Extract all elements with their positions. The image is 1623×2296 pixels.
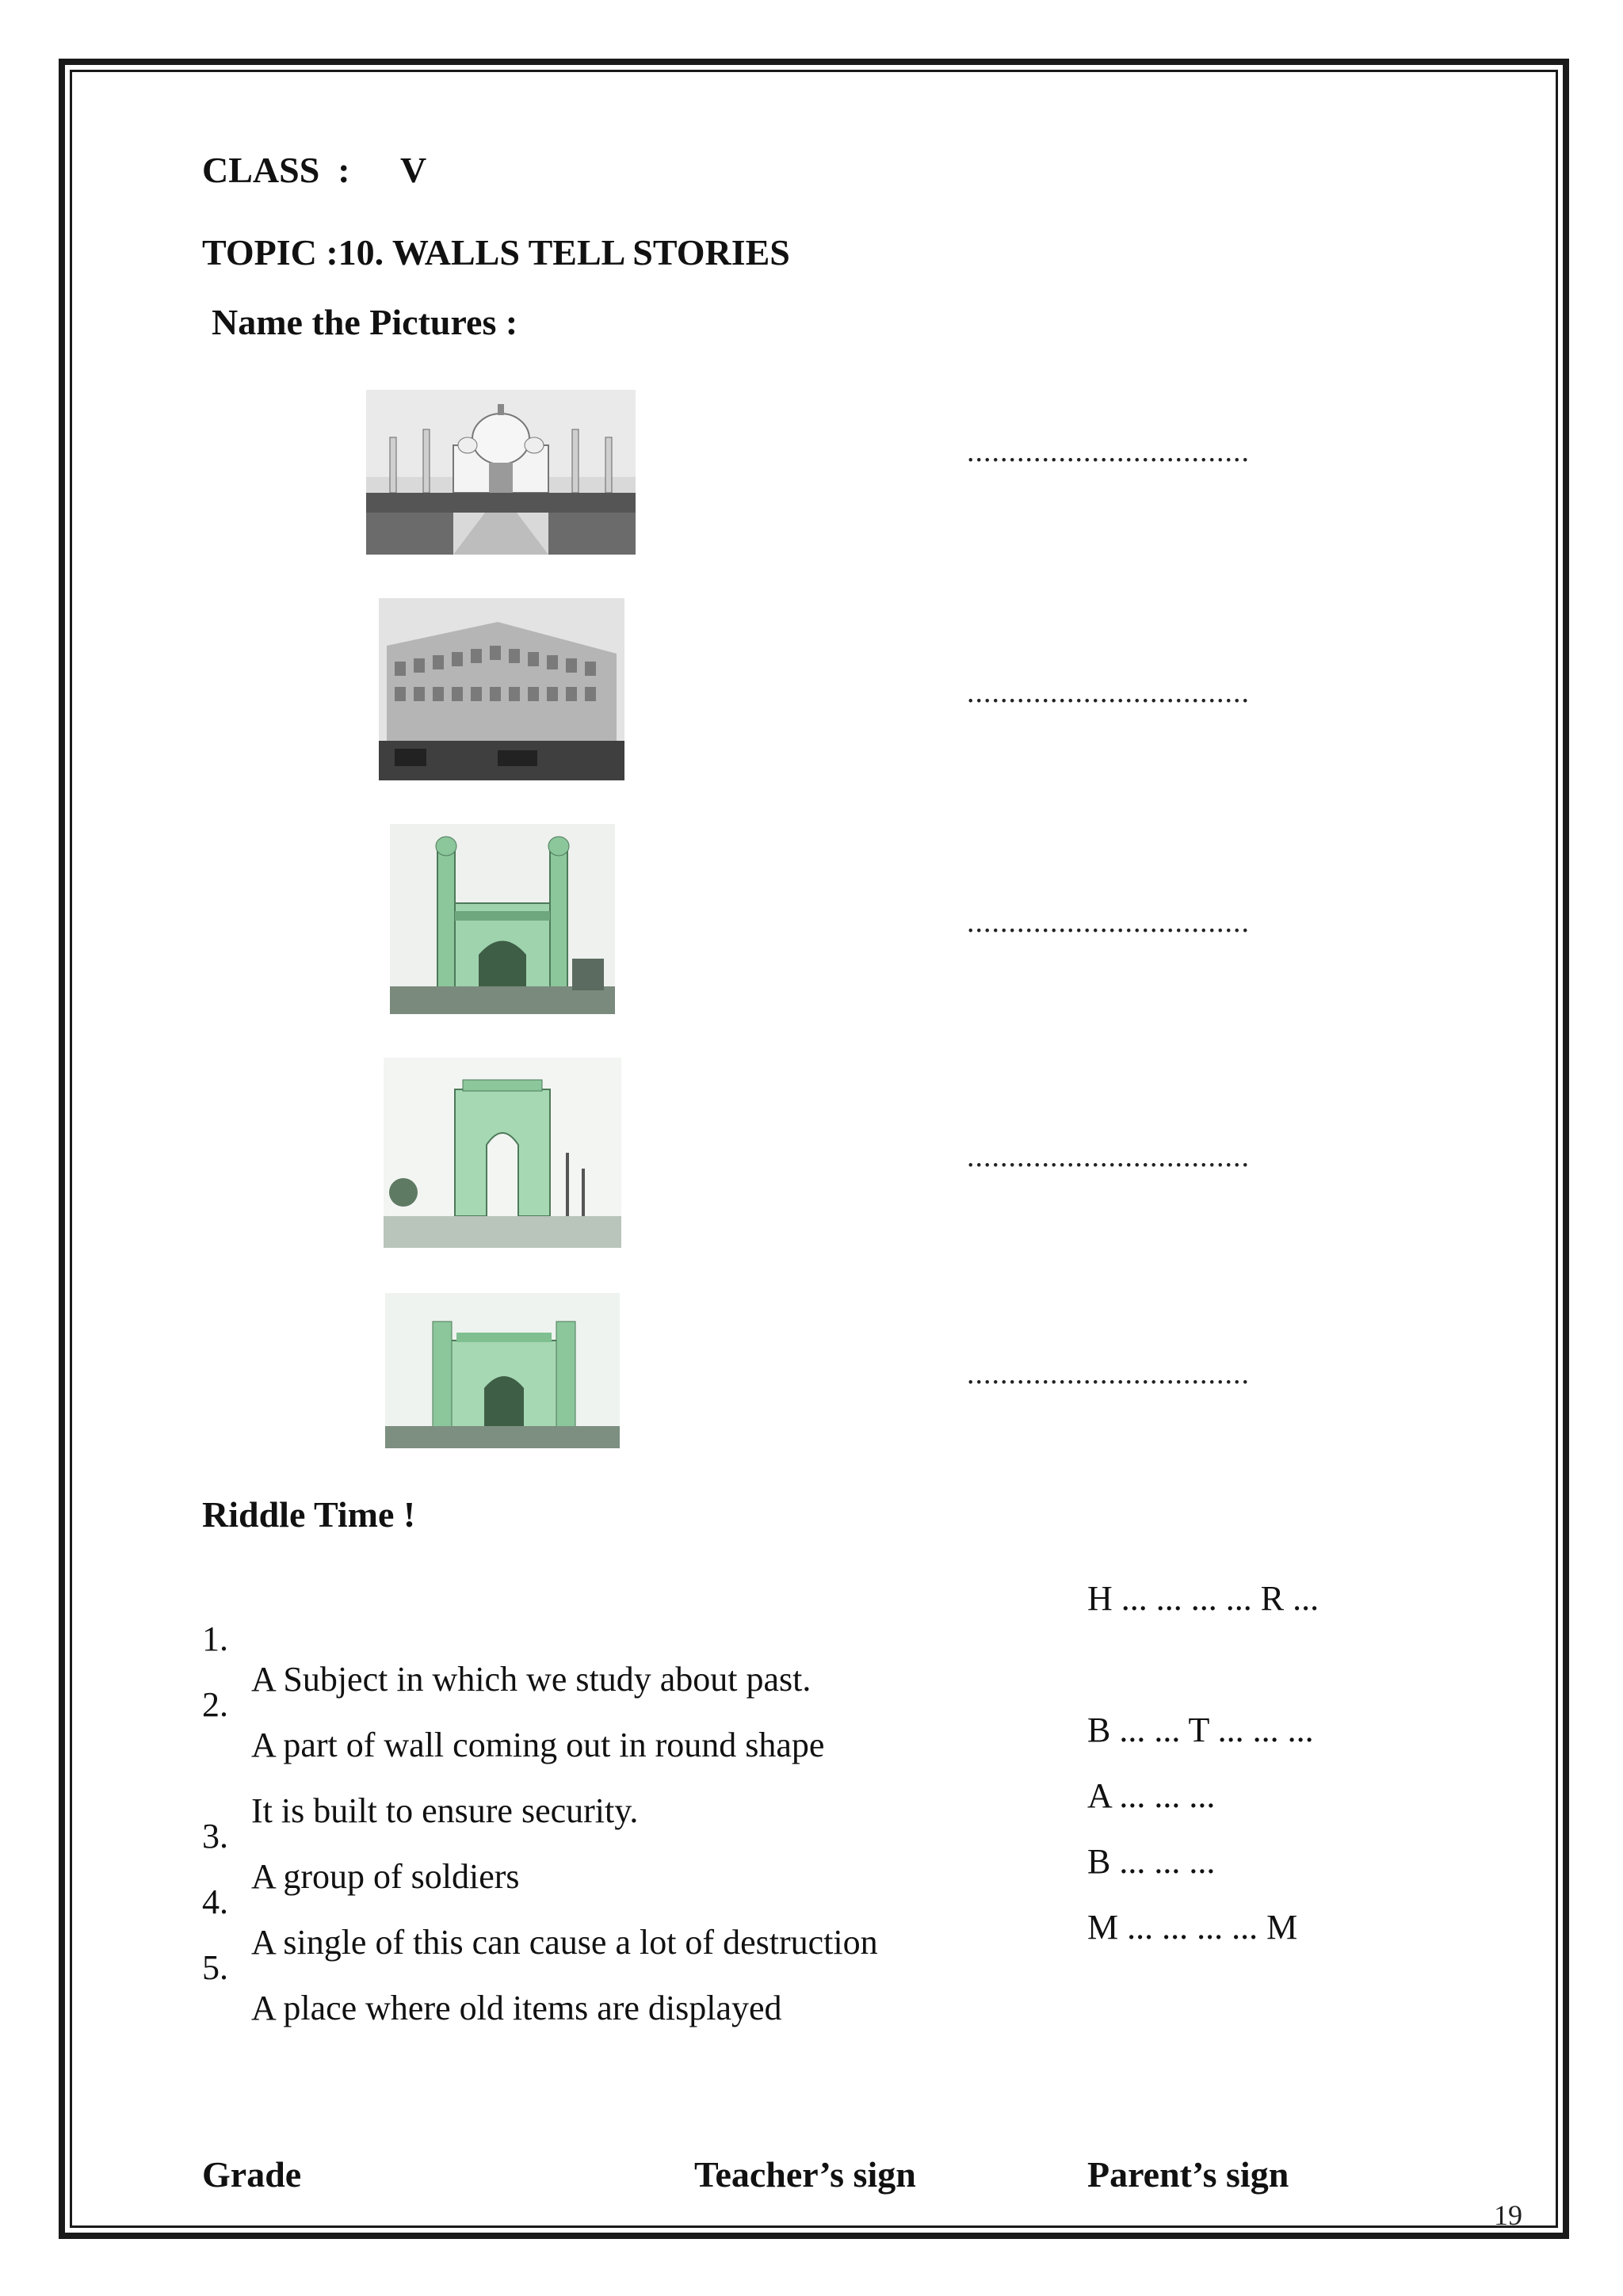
- taj-mahal-photo: [366, 390, 636, 555]
- charminar-photo: [390, 824, 615, 1014]
- riddle-title: Riddle Time !: [202, 1494, 416, 1535]
- gateway-of-india-photo: [385, 1293, 620, 1448]
- riddle-number: 2.: [202, 1685, 228, 1724]
- riddle-question: A group of soldiers: [251, 1857, 520, 1896]
- grade-label: Grade: [202, 2154, 302, 2195]
- riddle-question: A place where old items are displayed: [251, 1989, 782, 2027]
- answer-blank-2[interactable]: ..................................: [967, 676, 1250, 709]
- inner-border: [70, 70, 1558, 2228]
- riddle-question: A Subject in which we study about past.: [251, 1660, 812, 1699]
- riddle-number: 3.: [202, 1817, 228, 1855]
- answer-blank-4[interactable]: ..................................: [967, 1140, 1250, 1173]
- riddle-answer[interactable]: B ... ... ...: [1087, 1842, 1216, 1881]
- riddle-number: 1.: [202, 1619, 228, 1658]
- riddle-number: 5.: [202, 1948, 228, 1987]
- parent-sign-label: Parent’s sign: [1087, 2154, 1289, 2195]
- class-label: CLASS :: [202, 150, 350, 190]
- riddle-answer[interactable]: B ... ... T ... ... ...: [1087, 1711, 1314, 1749]
- answer-blank-5[interactable]: ..................................: [967, 1357, 1250, 1390]
- riddle-number: 4.: [202, 1882, 228, 1921]
- topic-title: TOPIC :10. WALLS TELL STORIES: [202, 232, 790, 273]
- class-value: V: [400, 150, 427, 190]
- riddle-answer[interactable]: H ... ... ... ... R ...: [1087, 1579, 1319, 1618]
- teacher-sign-label: Teacher’s sign: [694, 2154, 916, 2195]
- answer-blank-1[interactable]: ..................................: [967, 435, 1250, 468]
- instruction-heading: Name the Pictures :: [212, 302, 518, 342]
- riddle-answer[interactable]: A ... ... ...: [1087, 1776, 1216, 1815]
- hawa-mahal-photo: [379, 598, 624, 780]
- riddle-question: It is built to ensure security.: [251, 1791, 639, 1830]
- riddle-answer[interactable]: M ... ... ... ... M: [1087, 1908, 1298, 1947]
- riddle-question: A part of wall coming out in round shape: [251, 1726, 825, 1764]
- page-number: 19: [1494, 2199, 1522, 2231]
- riddle-question: A single of this can cause a lot of destruction: [251, 1923, 878, 1962]
- india-gate-photo: [384, 1058, 621, 1248]
- answer-blank-3[interactable]: ..................................: [967, 906, 1250, 939]
